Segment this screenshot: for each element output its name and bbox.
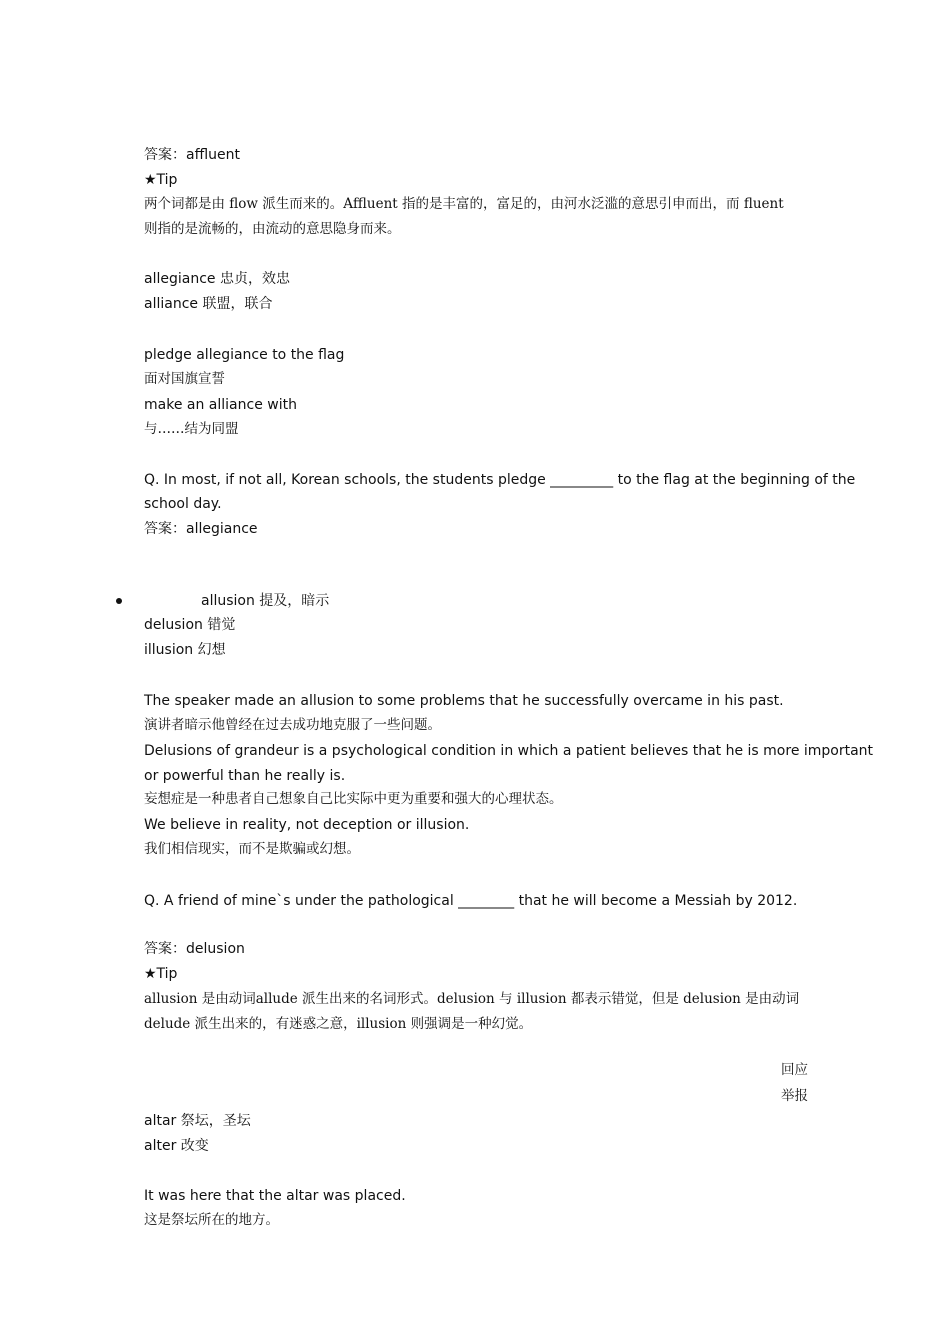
tip-label: ★Tip bbox=[144, 172, 178, 188]
question: Q. A friend of mine`s under the pathological ________ that he will become a Messiah by 2012. bbox=[144, 893, 798, 909]
tip-label: ★Tip bbox=[144, 966, 178, 982]
question-line2: school day. bbox=[144, 496, 222, 512]
example-en: make an alliance with bbox=[144, 397, 297, 413]
example-zh: 面对国旗宣誓 bbox=[144, 371, 225, 387]
answer-affluent: 答案：affluent bbox=[144, 147, 240, 163]
example-zh: 妄想症是一种患者自己想象自己比实际中更为重要和强大的心理状态。 bbox=[144, 791, 563, 807]
report-link[interactable]: 举报 bbox=[781, 1088, 808, 1104]
vocab-allusion: allusion 提及，暗示 bbox=[201, 593, 330, 609]
example-en: We believe in reality, not deception or illusion. bbox=[144, 817, 470, 833]
example-zh: 我们相信现实，而不是欺骗或幻想。 bbox=[144, 841, 360, 857]
reply-link[interactable]: 回应 bbox=[781, 1062, 808, 1078]
example-en-line2: or powerful than he really is. bbox=[144, 768, 346, 784]
tip-text-line2: delude 派生出来的，有迷惑之意，illusion 则强调是一种幻觉。 bbox=[144, 1016, 533, 1032]
example-en: The speaker made an allusion to some problems that he successfully overcame in his past. bbox=[144, 693, 784, 709]
vocab-allegiance: allegiance 忠贞，效忠 bbox=[144, 271, 290, 287]
tip-text-line1: 两个词都是由 flow 派生而来的。Affluent 指的是丰富的，富足的，由河水泛滥的意思引申而出，而 fluent bbox=[144, 196, 784, 212]
example-zh: 这是祭坛所在的地方。 bbox=[144, 1212, 279, 1228]
vocab-alter: alter 改变 bbox=[144, 1138, 209, 1154]
vocab-delusion: delusion 错觉 bbox=[144, 617, 236, 633]
example-en: It was here that the altar was placed. bbox=[144, 1188, 406, 1204]
vocab-altar: altar 祭坛，圣坛 bbox=[144, 1113, 251, 1129]
question-line1: Q. In most, if not all, Korean schools, the students pledge _________ to the flag at the beginning of the bbox=[144, 472, 856, 488]
example-en: pledge allegiance to the flag bbox=[144, 347, 345, 363]
tip-text-line1: allusion 是由动词allude 派生出来的名词形式。delusion 与 illusion 都表示错觉，但是 delusion 是由动词 bbox=[144, 991, 800, 1007]
answer-delusion: 答案：delusion bbox=[144, 941, 245, 957]
tip-text-line2: 则指的是流畅的，由流动的意思隐身而来。 bbox=[144, 221, 401, 237]
example-zh: 演讲者暗示他曾经在过去成功地克服了一些问题。 bbox=[144, 717, 441, 733]
vocab-alliance: alliance 联盟，联合 bbox=[144, 296, 273, 312]
example-zh: 与……结为同盟 bbox=[144, 421, 239, 437]
vocab-illusion: illusion 幻想 bbox=[144, 642, 226, 658]
answer-allegiance: 答案：allegiance bbox=[144, 521, 258, 537]
bullet-icon bbox=[116, 598, 122, 604]
example-en-line1: Delusions of grandeur is a psychological condition in which a patient believes that he is more important bbox=[144, 743, 874, 759]
